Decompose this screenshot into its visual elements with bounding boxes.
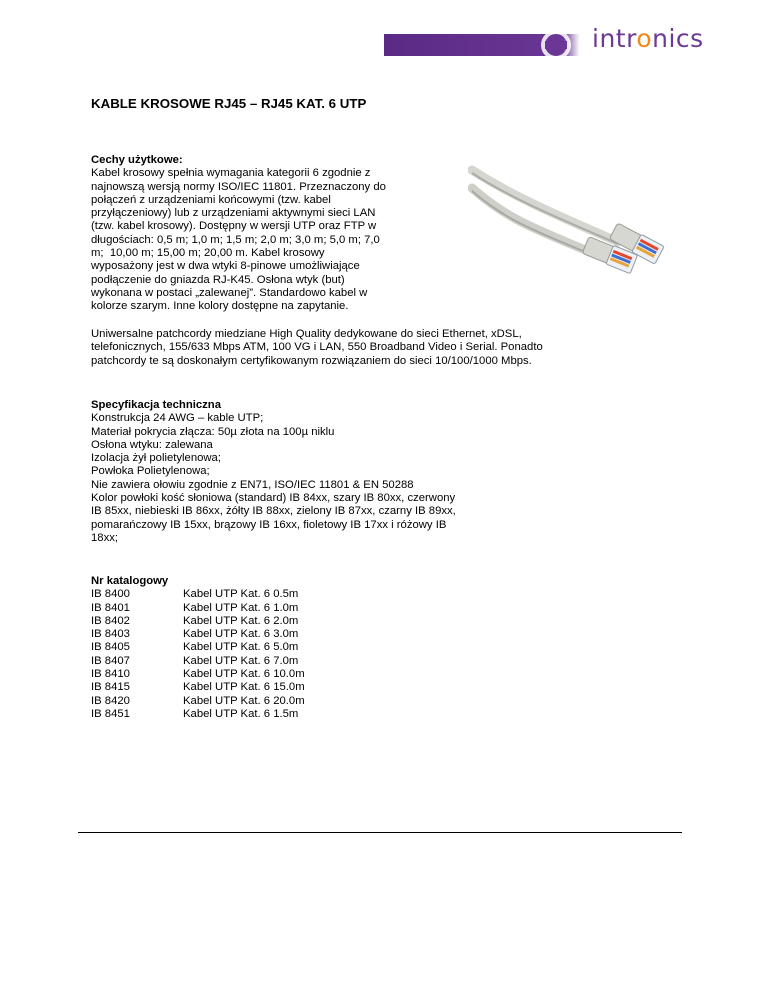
specs-line: Kolor powłoki kość słoniowa (standard) IB 84xx, szary IB 80xx, czerwony [91, 492, 456, 505]
logo-text-part1: intr [592, 24, 637, 53]
features-line: najnowszą wersją normy ISO/IEC 11801. Przeznaczony do [91, 180, 386, 193]
catalog-desc: Kabel UTP Kat. 6 20.0m [183, 694, 305, 707]
catalog-desc: Kabel UTP Kat. 6 0.5m [183, 588, 299, 601]
specs-section [91, 399, 651, 545]
intronics-logo-wordmark [592, 26, 704, 51]
usage-line: Uniwersalne patchcordy miedziane High Quality dedykowane do sieci Ethernet, xDSL, [91, 328, 522, 340]
catalog-code: IB 8403 [91, 628, 130, 641]
usage-paragraph [91, 328, 651, 368]
footer-divider [78, 832, 682, 833]
features-line: połączeń z urządzeniami końcowymi (tzw. kabel [91, 193, 331, 206]
catalog-desc: Kabel UTP Kat. 6 2.0m [183, 614, 299, 627]
specs-line: Konstrukcja 24 AWG – kable UTP; [91, 412, 264, 425]
catalog-row [91, 628, 491, 641]
catalog-code: IB 8401 [91, 601, 130, 614]
features-line: (tzw. kabel krosowy). Dostępny w wersji UTP oraz FTP w [91, 220, 377, 233]
features-line: przyłączeniowy) lub z urządzeniami aktywnymi sieci LAN [91, 207, 376, 220]
features-line: podłączenie do gniazda RJ-K45. Osłona wtyk (but) [91, 273, 345, 286]
catalog-code: IB 8402 [91, 614, 130, 627]
specs-line: Materiał pokrycia złącza: 50µ złota na 100µ niklu [91, 425, 335, 438]
usage-line: patchcordy te są doskonałym certyfikowanym rozwiązaniem do sieci 10/100/1000 Mbps. [91, 354, 532, 367]
features-heading: Cechy użytkowe: [91, 154, 183, 166]
specs-line: 18xx; [91, 531, 119, 544]
catalog-heading: Nr katalogowy [91, 575, 169, 587]
features-line: Kabel krosowy spełnia wymagania kategorii 6 zgodnie z [91, 167, 371, 180]
usage-line: telefonicznych, 155/633 Mbps ATM, 100 VG i LAN, 550 Broadband Video i Serial. Ponadto [91, 341, 543, 354]
specs-line: Izolacja żył polietylenowa; [91, 452, 221, 465]
catalog-row [91, 615, 491, 628]
catalog-row [91, 681, 491, 694]
specs-heading: Specyfikacja techniczna [91, 399, 221, 411]
catalog-code: IB 8405 [91, 641, 130, 654]
intronics-logo-mark-icon [537, 28, 575, 62]
features-line: wyposażony jest w dwa wtyki 8-pinowe umożliwiające [91, 260, 360, 273]
catalog-row [91, 588, 491, 601]
features-line: wykonana w postaci „zalewanej”. Standardowo kabel w [91, 286, 368, 299]
specs-line: Osłona wtyku: zalewana [91, 438, 213, 451]
features-section [91, 154, 439, 314]
catalog-desc: Kabel UTP Kat. 6 1.5m [183, 707, 299, 720]
catalog-desc: Kabel UTP Kat. 6 5.0m [183, 641, 299, 654]
logo-text-o: o [636, 24, 653, 53]
logo-text-part2: nics [652, 24, 704, 53]
catalog-desc: Kabel UTP Kat. 6 3.0m [183, 628, 299, 641]
features-line: długościach: 0,5 m; 1,0 m; 1,5 m; 2,0 m; 3,0 m; 5,0 m; 7,0 [91, 233, 380, 246]
specs-line: Nie zawiera ołowiu zgodnie z EN71, ISO/IEC 11801 & EN 50288 [91, 478, 414, 491]
catalog-desc: Kabel UTP Kat. 6 15.0m [183, 681, 305, 694]
specs-line: Powłoka Polietylenowa; [91, 465, 210, 478]
patch-cable-photo [468, 160, 678, 310]
catalog-code: IB 8451 [91, 707, 130, 720]
catalog-row [91, 708, 491, 721]
catalog-row [91, 655, 491, 668]
catalog-row [91, 695, 491, 708]
catalog-desc: Kabel UTP Kat. 6 7.0m [183, 654, 299, 667]
catalog-code: IB 8415 [91, 681, 130, 694]
catalog-code: IB 8400 [91, 588, 130, 601]
catalog-desc: Kabel UTP Kat. 6 10.0m [183, 668, 305, 681]
catalog-row [91, 602, 491, 615]
catalog-code: IB 8410 [91, 668, 130, 681]
catalog-section [91, 575, 491, 721]
specs-line: IB 85xx, niebieski IB 86xx, żółty IB 88xx, zielony IB 87xx, czarny IB 89xx, [91, 505, 456, 518]
catalog-code: IB 8420 [91, 694, 130, 707]
catalog-code: IB 8407 [91, 654, 130, 667]
catalog-desc: Kabel UTP Kat. 6 1.0m [183, 601, 299, 614]
specs-line: pomarańczowy IB 15xx, brązowy IB 16xx, fioletowy IB 17xx i różowy IB [91, 518, 447, 531]
features-line: m; 10,00 m; 15,00 m; 20,00 m. Kabel krosowy [91, 247, 325, 260]
features-line: kolorze szarym. Inne kolory dostępne na zapytanie. [91, 300, 349, 313]
catalog-row [91, 641, 491, 654]
document-title: KABLE KROSOWE RJ45 – RJ45 KAT. 6 UTP [91, 96, 367, 111]
catalog-row [91, 668, 491, 681]
